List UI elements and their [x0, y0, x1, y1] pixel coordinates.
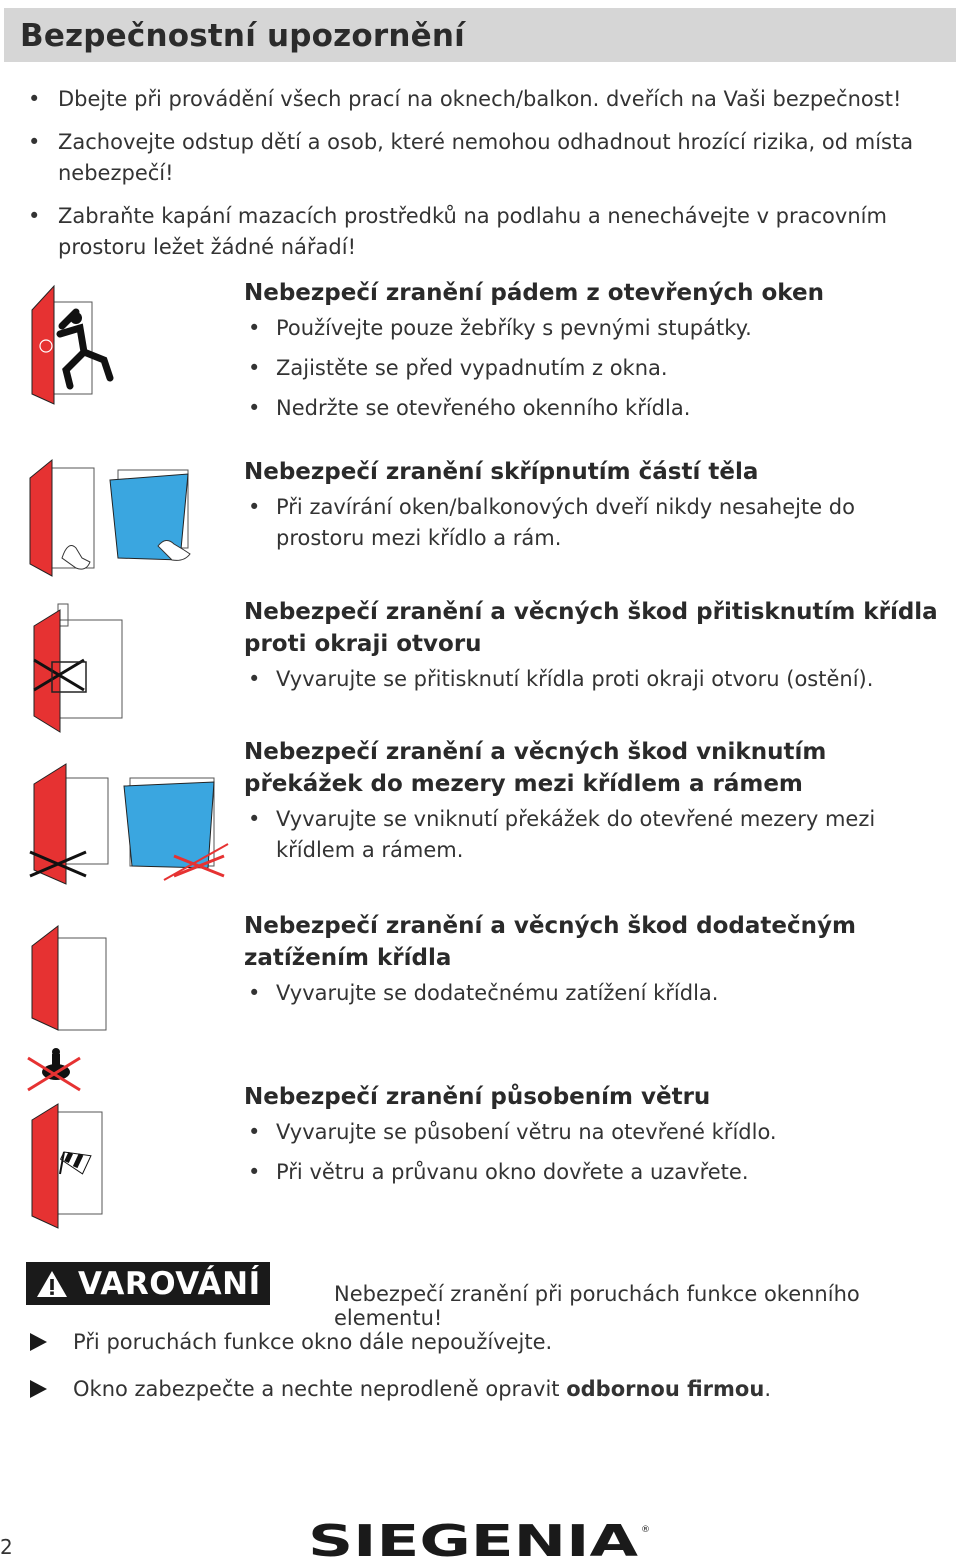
warning-item-text	[73, 1377, 771, 1401]
warning-badge	[26, 1262, 270, 1305]
arrow-icon	[30, 1333, 47, 1351]
warning-label: VAROVÁNÍ	[78, 1265, 261, 1302]
warning-triangle-icon	[36, 1270, 68, 1298]
warning-item	[30, 1377, 771, 1401]
siegenia-logo	[308, 1520, 654, 1562]
general-safety-list	[28, 84, 940, 275]
list-item: • Nedržte se otevřeného okenního křídla.	[244, 393, 944, 424]
sash-pressing-icon	[24, 598, 128, 736]
list-item: • Zajistěte se před vypadnutím z okna.	[244, 353, 944, 384]
list-item: • Dbejte při provádění všech prací na oknech/balkon. dveřích na Vaši bezpečnost!	[28, 84, 940, 115]
list-item: • Vyvarujte se dodatečnému zatížení křídla.	[244, 978, 944, 1009]
warning-item-text: Při poruchách funkce okno dále nepoužívejte.	[73, 1330, 553, 1354]
list-item: • Zachovejte odstup dětí a osob, které nemohou odhadnout hrozící rizika, od místa nebezpečí!	[28, 127, 940, 189]
warning-text: Nebezpečí zranění při poruchách funkce okenního elementu!	[334, 1282, 860, 1330]
section-load	[244, 910, 944, 1018]
section-title: Nebezpečí zranění působením větru	[244, 1084, 711, 1110]
wind-hazard-icon	[26, 1102, 106, 1230]
warning-item	[30, 1330, 552, 1354]
arrow-icon	[30, 1380, 47, 1398]
list-item: • Při větru a průvanu okno dovřete a uzavřete.	[244, 1157, 944, 1188]
list-item: • Vyvarujte se přitisknutí křídla proti okraji otvoru (ostění).	[244, 664, 944, 695]
section-title: Nebezpečí zranění a věcných škod dodatečným zatížením křídla	[244, 913, 856, 971]
svg-text:®: ®	[641, 1525, 650, 1535]
fall-hazard-icon	[26, 282, 126, 412]
section-pressing	[244, 596, 944, 704]
warning-item-suffix: .	[764, 1377, 771, 1401]
section-pinching	[244, 456, 944, 563]
logo-text: SIEGENIA	[308, 1520, 638, 1562]
obstacle-gap-icon	[24, 760, 234, 888]
section-obstacle	[244, 736, 944, 875]
additional-load-icon	[24, 922, 114, 1094]
list-item: • Používejte pouze žebříky s pevnými stupátky.	[244, 313, 944, 344]
warning-item-emphasis: odbornou firmou	[566, 1377, 765, 1401]
list-item: • Zabraňte kapání mazacích prostředků na podlahu a nenechávejte v pracovním prostoru ležet žádné nářadí!	[28, 201, 940, 263]
pinch-hazard-icon	[22, 458, 202, 583]
list-item: • Vyvarujte se působení větru na otevřené křídlo.	[244, 1117, 944, 1148]
list-item: • Při zavírání oken/balkonových dveří nikdy nesahejte do prostoru mezi křídlo a rám.	[244, 492, 944, 554]
list-item: • Vyvarujte se vniknutí překážek do otevřené mezery mezi křídlem a rámem.	[244, 804, 944, 866]
page-number: 2	[0, 1535, 13, 1559]
section-title: Nebezpečí zranění skřípnutím částí těla	[244, 459, 759, 485]
section-title: Nebezpečí zranění a věcných škod vniknutím překážek do mezery mezi křídlem a rámem	[244, 739, 827, 797]
page-title: Bezpečnostní upozornění	[20, 18, 465, 54]
warning-item-prefix: Okno zabezpečte a nechte neprodleně opravit	[73, 1377, 567, 1401]
section-header	[4, 8, 956, 62]
section-title: Nebezpečí zranění a věcných škod přitisknutím křídla proti okraji otvoru	[244, 599, 938, 657]
section-fall	[244, 277, 944, 433]
section-wind	[244, 1081, 944, 1197]
section-title: Nebezpečí zranění pádem z otevřených oken	[244, 280, 824, 306]
